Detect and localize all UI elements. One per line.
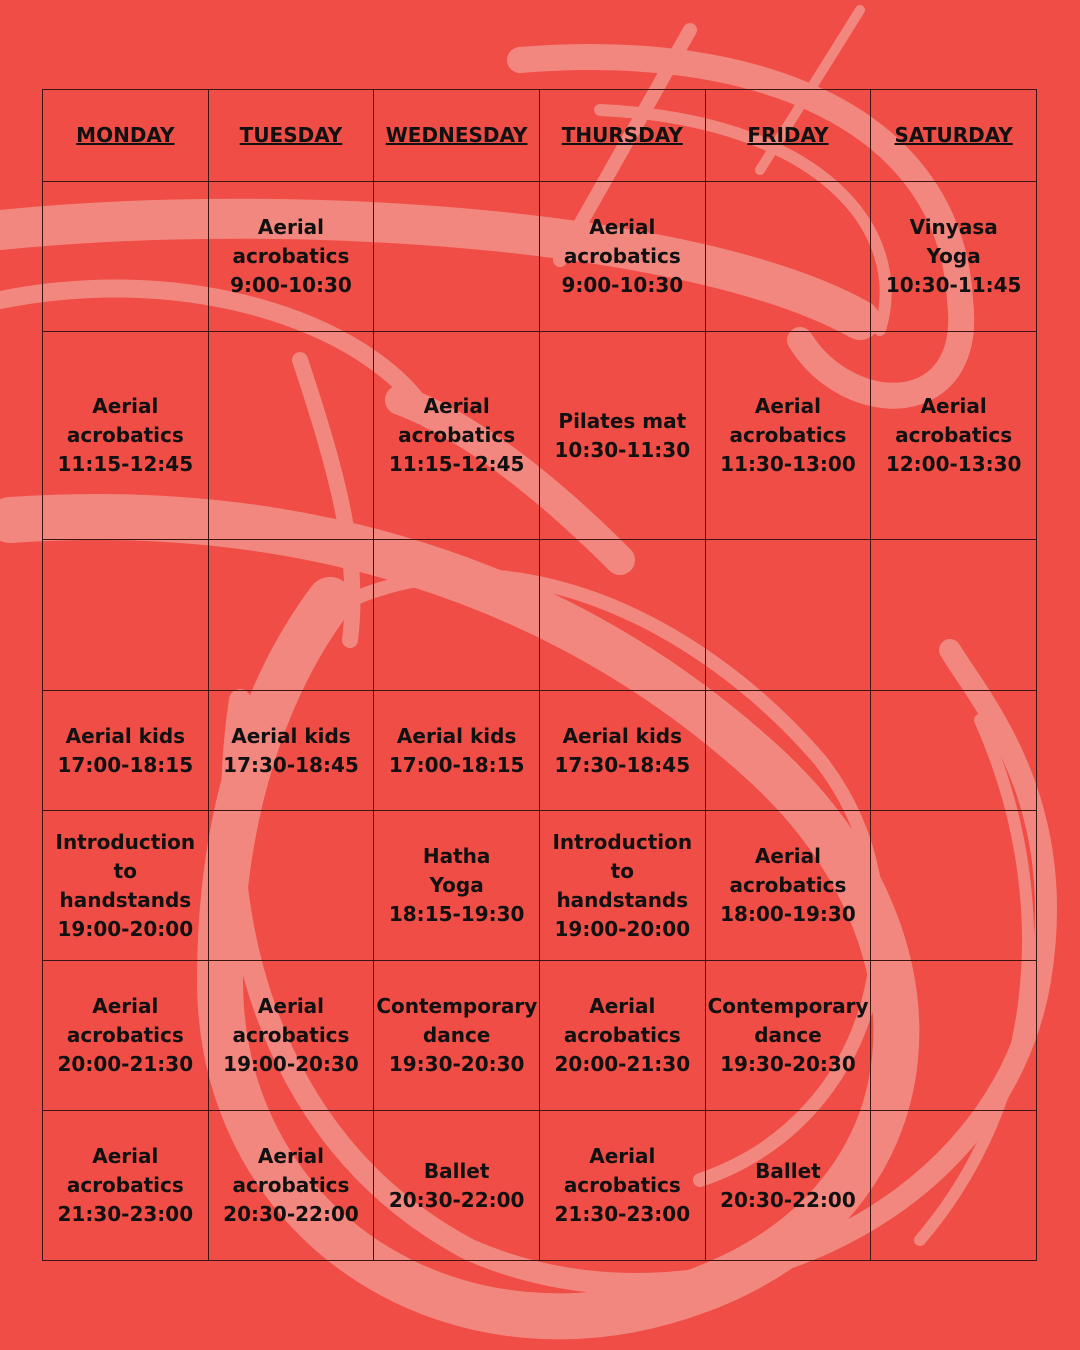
schedule-row <box>43 961 1037 1111</box>
class-cell: Aerial kids 17:30-18:45 <box>208 691 374 811</box>
class-cell: Contemporary dance 19:30-20:30 <box>705 961 871 1111</box>
class-cell <box>374 540 540 691</box>
class-cell <box>871 691 1037 811</box>
class-cell <box>871 1111 1037 1261</box>
schedule-row <box>43 691 1037 811</box>
class-cell <box>43 540 209 691</box>
class-cell <box>871 540 1037 691</box>
class-cell: Aerial acrobatics 12:00-13:30 <box>871 332 1037 540</box>
class-cell <box>705 182 871 332</box>
class-cell: Aerial acrobatics 11:30-13:00 <box>705 332 871 540</box>
class-cell: Ballet 20:30-22:00 <box>705 1111 871 1261</box>
class-cell: Aerial acrobatics 11:15-12:45 <box>43 332 209 540</box>
class-cell: Aerial acrobatics 9:00-10:30 <box>208 182 374 332</box>
day-header-friday: FRIDAY <box>705 90 871 182</box>
class-cell: Aerial acrobatics 9:00-10:30 <box>539 182 705 332</box>
class-cell: Aerial acrobatics 20:00-21:30 <box>43 961 209 1111</box>
class-cell: Ballet 20:30-22:00 <box>374 1111 540 1261</box>
class-cell <box>374 182 540 332</box>
schedule-row <box>43 811 1037 961</box>
class-cell: Aerial acrobatics 21:30-23:00 <box>539 1111 705 1261</box>
class-cell <box>871 811 1037 961</box>
class-cell: Pilates mat 10:30-11:30 <box>539 332 705 540</box>
class-cell: Aerial kids 17:00-18:15 <box>374 691 540 811</box>
schedule-row <box>43 1111 1037 1261</box>
weekly-schedule-table <box>42 89 1037 1261</box>
class-cell <box>43 182 209 332</box>
class-cell <box>208 811 374 961</box>
class-cell: Aerial kids 17:30-18:45 <box>539 691 705 811</box>
day-header-monday: MONDAY <box>43 90 209 182</box>
class-cell <box>208 540 374 691</box>
class-cell <box>705 691 871 811</box>
class-cell: Aerial acrobatics 20:00-21:30 <box>539 961 705 1111</box>
day-header-thursday: THURSDAY <box>539 90 705 182</box>
schedule-row <box>43 182 1037 332</box>
day-header-tuesday: TUESDAY <box>208 90 374 182</box>
class-cell: Aerial acrobatics 21:30-23:00 <box>43 1111 209 1261</box>
class-cell: Introduction to handstands 19:00-20:00 <box>43 811 209 961</box>
class-cell: Aerial acrobatics 18:00-19:30 <box>705 811 871 961</box>
class-cell: Aerial acrobatics 19:00-20:30 <box>208 961 374 1111</box>
class-cell <box>705 540 871 691</box>
class-cell: Aerial kids 17:00-18:15 <box>43 691 209 811</box>
schedule-row <box>43 540 1037 691</box>
class-cell: Introduction to handstands 19:00-20:00 <box>539 811 705 961</box>
day-header-saturday: SATURDAY <box>871 90 1037 182</box>
class-cell <box>539 540 705 691</box>
class-cell <box>208 332 374 540</box>
class-cell: Aerial acrobatics 11:15-12:45 <box>374 332 540 540</box>
class-cell: Vinyasa Yoga 10:30-11:45 <box>871 182 1037 332</box>
class-cell: Contemporary dance 19:30-20:30 <box>374 961 540 1111</box>
class-cell: Aerial acrobatics 20:30-22:00 <box>208 1111 374 1261</box>
day-header-wednesday: WEDNESDAY <box>374 90 540 182</box>
class-cell: Hatha Yoga 18:15-19:30 <box>374 811 540 961</box>
class-cell <box>871 961 1037 1111</box>
schedule-row <box>43 332 1037 540</box>
header-row <box>43 90 1037 182</box>
